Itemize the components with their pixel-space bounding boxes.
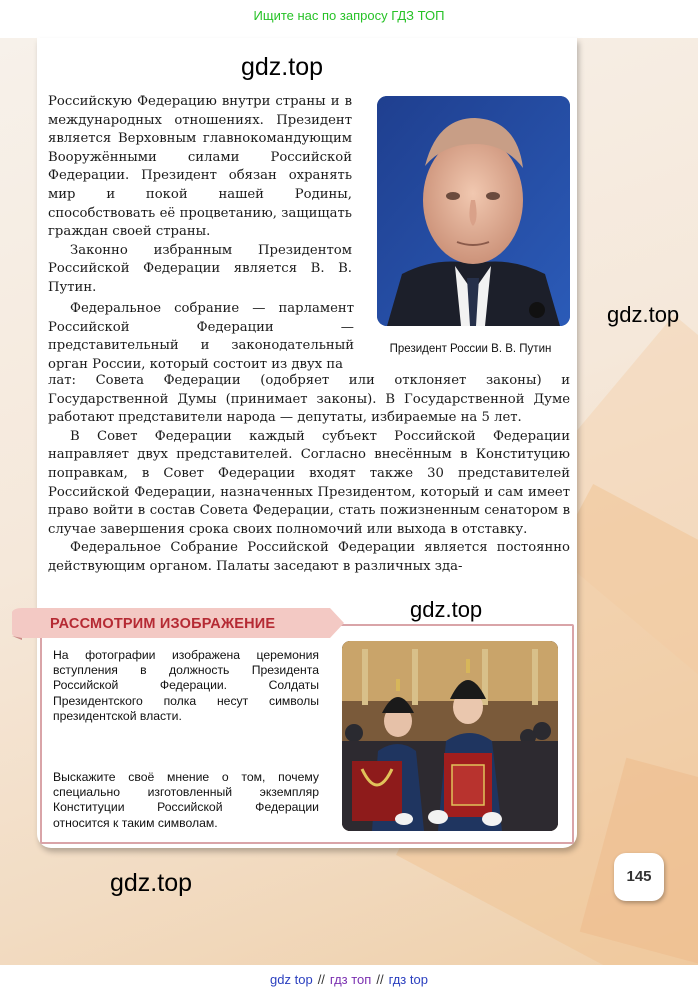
ceremony-illustration — [342, 641, 558, 831]
footer-link-3[interactable]: гдз top — [388, 972, 428, 987]
paragraph-1: Российскую Федерацию внутри страны и в международных отношениях. Президент является Верховным главнокомандующим Вооружёнными силами Российской Федерации. Президент обязан охранять мир и покой нашей Родины, способствовать её процветанию, защищать граждан своей страны. — [48, 94, 352, 240]
footer-links — [0, 965, 698, 997]
president-portrait-photo — [377, 96, 570, 326]
watermark-top: gdz.top — [241, 53, 324, 81]
body-text-column-top — [48, 93, 352, 298]
paragraph-2: Законно избранным Президентом Российской Федерации является В. В. Путин. — [48, 242, 352, 295]
paragraph-3-continued: лат: Совета Федерации (одобряет или отклоняет законы) и Государственной Думы (принимает законы). В Государственной Думе работают представители народа — депутаты, избираемые на 5 лет. — [48, 373, 570, 426]
footer-separator-1: // — [317, 972, 325, 987]
footer-link-2[interactable]: гдз топ — [329, 972, 372, 987]
footer-link-1[interactable]: gdz top — [270, 972, 313, 987]
page-number: 145 — [614, 853, 664, 901]
inauguration-ceremony-photo — [342, 641, 558, 831]
paragraph-5: Федеральное Собрание Российской Федерации является постоянно действующим органом. Палаты заседают в различных зда- — [48, 540, 570, 574]
watermark-bottom: gdz.top — [110, 869, 193, 897]
footer-separator-2: // — [376, 972, 384, 987]
body-text-federal-assembly-start — [48, 300, 354, 374]
top-banner[interactable]: Ищите нас по запросу ГДЗ ТОП — [0, 0, 698, 38]
portrait-illustration — [377, 96, 570, 326]
section-heading: РАССМОТРИМ ИЗОБРАЖЕНИЕ — [50, 616, 276, 632]
box-question-text: Выскажите своё мнение о том, почему специально изготовленный экземпляр Конституции Российской Федерации относится к таким символам. — [53, 770, 319, 830]
box-description-text: На фотографии изображена церемония вступления в должность Президента Российской Федерации. Солдаты Президентского полка несут символы президентской власти. — [53, 648, 319, 723]
paragraph-4: В Совет Федерации каждый субъект Российской Федерации направляет двух представителей. Согласно внесённым в Конституцию поправкам, в Совет Федерации входят также 30 представителей Российской Федерации, назначенных Президентом, который и сам имеет право войти в состав Совета Федерации, стать пожизненным сенатором в случае завершения срока своих полномочий или выхода в отставку. — [48, 428, 570, 537]
watermark-middle: gdz.top — [410, 597, 483, 622]
body-text-full-width — [48, 372, 570, 577]
watermark-right: gdz.top — [607, 302, 680, 327]
portrait-caption: Президент России В. В. Путин — [389, 343, 552, 355]
paragraph-3: Федеральное собрание — парламент Российской Федерации — представительный и законодательный орган России, который состоит из двух па — [48, 301, 354, 372]
